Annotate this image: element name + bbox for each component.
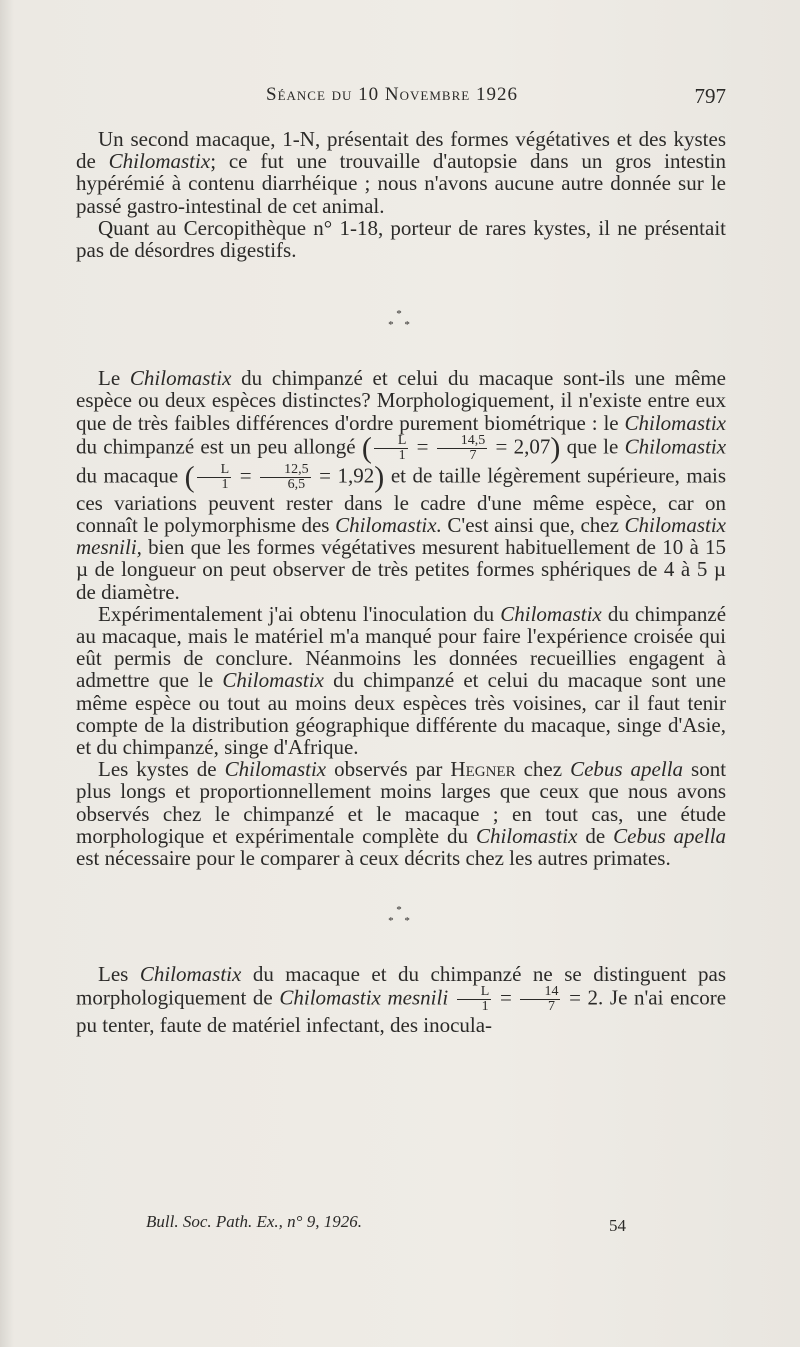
page-footer bbox=[76, 1212, 726, 1242]
paragraph-2: Quant au Cercopithèque n° 1-18, porteur de rares kystes, il ne présentait pas de désordres digestifs. bbox=[76, 215, 726, 263]
section-separator: * * * bbox=[388, 904, 414, 928]
fraction: $\frac{14}{7}$ bbox=[520, 985, 560, 1014]
body-text bbox=[76, 128, 726, 1037]
paragraph-3: Le Chilomastix du chimpanzé et celui du macaque sont-ils une même espèce ou deux espèces distinctes? Morphologiquement, il n'existe entre eux que de très faibles différences d'ordre purement biométrique : le Chilomastix du chimpanzé est un peu allongé ( $\frac{L}{1}$ = $\frac{14,5}{7}$ = 2,07) que le Chilomastix du macaque ( $\frac{L}{1}$ = $\frac{12,5}{6,5}$ = 1,92) et de taille légèrement supérieure, mais ces variations peuvent rester dans le cadre d'une même espèce, car on connaît le polymorphisme des Chilomastix. C'est ainsi que, chez Chilomastix mesnili, bien que les formes végétatives mesurent habituellement de 10 à 15 µ de longueur on peut observer de très petites formes sphériques de 4 à 5 µ de diamètre. bbox=[76, 366, 727, 604]
running-head: Séance du 10 Novembre 1926 bbox=[266, 84, 518, 105]
section-separator: * * * bbox=[388, 308, 414, 332]
fraction: $\frac{L}{1}$ bbox=[457, 985, 492, 1014]
paragraph-5: Les kystes de Chilomastix observés par Hegner chez Cebus apella sont plus longs et proportionnellement moins larges que ceux que nous avons observés chez le chimpanzé et le macaque ; en tout cas, une étude morphologique et expérimentale complète du Chilomastix de Cebus apella est nécessaire pour le comparer à ceux décrits chez les autres primates. bbox=[76, 757, 727, 871]
signature-mark: 54 bbox=[609, 1216, 626, 1235]
fraction: $\frac{12,5}{6,5}$ bbox=[260, 463, 311, 492]
fraction: $\frac{L}{1}$ bbox=[374, 434, 409, 463]
fraction: $\frac{14,5}{7}$ bbox=[437, 434, 488, 463]
paragraph-6: Les Chilomastix du macaque et du chimpanzé ne se distinguent pas morphologiquement de Chilomastix mesnili $\frac{L}{1}$ = $\frac{14}{7}$ = 2. Je n'ai encore pu tenter, faute de matériel infectant, des inocula- bbox=[76, 962, 727, 1038]
paragraph-4: Expérimentalement j'ai obtenu l'inoculation du Chilomastix du chimpanzé au macaque, mais le matériel m'a manqué pour faire l'expérience croisée qui eût permis de conclure. Néanmoins les données recueillies engagent à admettre que le Chilomastix du chimpanzé et celui du macaque sont une même espèce ou tout au moins deux espèces très voisines, car il faut tenir compte de la distribution géographique différente du macaque, singe d'Asie, et du chimpanzé, singe d'Afrique. bbox=[76, 601, 727, 760]
page-number: 797 bbox=[694, 84, 726, 108]
page-header bbox=[76, 84, 726, 114]
journal-citation: Bull. Soc. Path. Ex., n° 9, 1926. bbox=[146, 1212, 362, 1231]
fraction: $\frac{L}{1}$ bbox=[197, 463, 232, 492]
paragraph-1: Un second macaque, 1-N, présentait des formes végétatives et des kystes de Chilomastix; ce fut une trouvaille d'autopsie dans un gros intestin hypérémié à contenu diarrhéique ; nous n'avons aucune autre donnée sur le passé gastro-intestinal de cet animal. bbox=[76, 127, 727, 218]
